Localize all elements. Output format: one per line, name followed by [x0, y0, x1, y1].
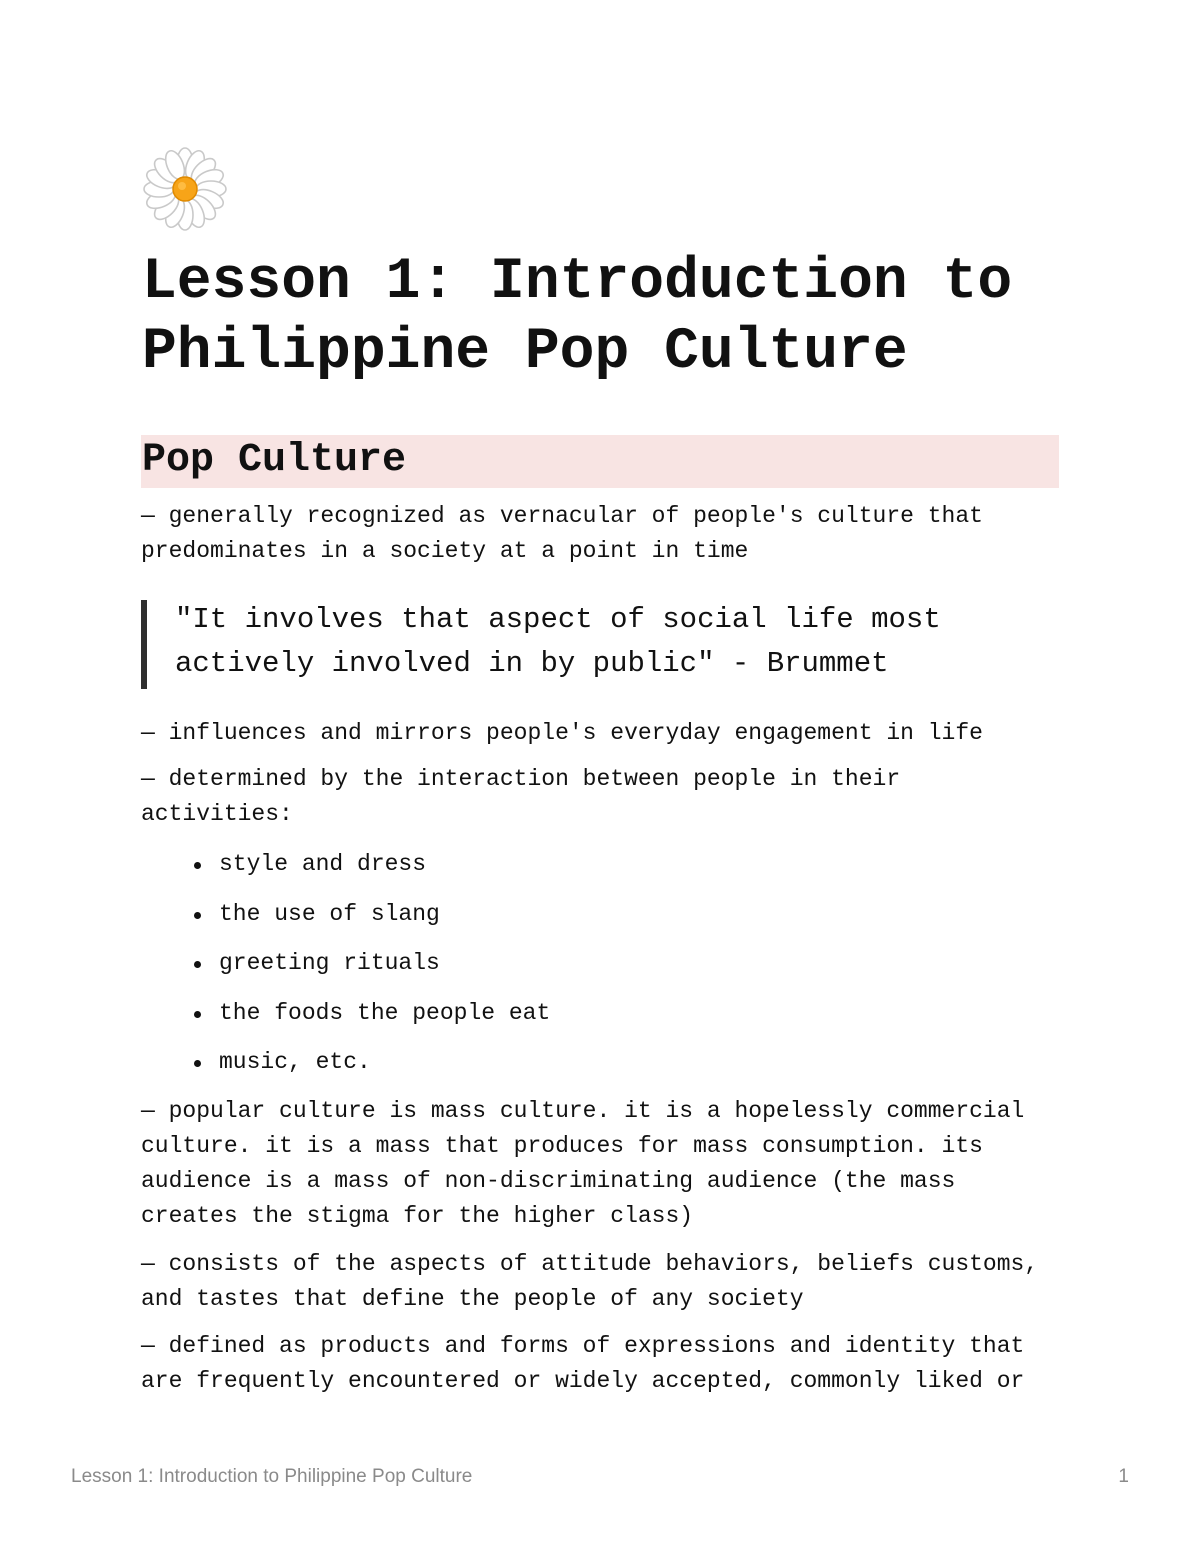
- activities-list: [141, 847, 550, 1095]
- quote-bar: [141, 600, 147, 689]
- section-heading: Pop Culture: [141, 435, 1059, 488]
- bullet-icon: [194, 862, 201, 869]
- footer-document-title: Lesson 1: Introduction to Philippine Pop Culture: [71, 1466, 473, 1487]
- list-item-text: the foods the people eat: [219, 999, 551, 1026]
- influences-text: — influences and mirrors people's everyday engagement in life: [141, 720, 983, 746]
- consists-text: — consists of the aspects of attitude behaviors, beliefs customs, and tastes that define the people of any society: [141, 1251, 1052, 1312]
- list-item: [141, 847, 550, 897]
- bullet-icon: [194, 1011, 201, 1018]
- list-item-text: the use of slang: [219, 900, 440, 927]
- bullet-icon: [194, 961, 201, 968]
- list-item: [141, 1045, 550, 1095]
- bullet-icon: [194, 912, 201, 919]
- quote-block: [141, 598, 1021, 689]
- list-item-text: style and dress: [219, 851, 427, 877]
- list-item-text: music, etc.: [219, 1049, 371, 1075]
- determined-text: — determined by the interaction between people in their activities:: [141, 766, 914, 827]
- page-title: Lesson 1: Introduction to Philippine Pop Culture: [142, 250, 1013, 385]
- quote-text: "It involves that aspect of social life most actively involved in by public" - Brummet: [175, 603, 941, 680]
- list-item: [141, 897, 550, 947]
- list-item: [141, 996, 550, 1046]
- defined-text: — defined as products and forms of expressions and identity that are frequently encountered or widely accepted, commonly liked or: [141, 1333, 1039, 1394]
- definition-text: — generally recognized as vernacular of people's culture that predominates in a society at a point in time: [141, 503, 997, 564]
- list-item: [141, 946, 550, 996]
- daisy-icon: [142, 146, 228, 232]
- list-item-text: greeting rituals: [219, 950, 440, 976]
- bullet-icon: [194, 1060, 201, 1067]
- mass-culture-text: — popular culture is mass culture. it is a hopelessly commercial culture. it is a mass that produces for mass consumption. its audience is a mass of non-discriminating audience (the mass creates the stigma for the higher class): [141, 1098, 1039, 1229]
- footer-page-number: 1: [1118, 1466, 1129, 1487]
